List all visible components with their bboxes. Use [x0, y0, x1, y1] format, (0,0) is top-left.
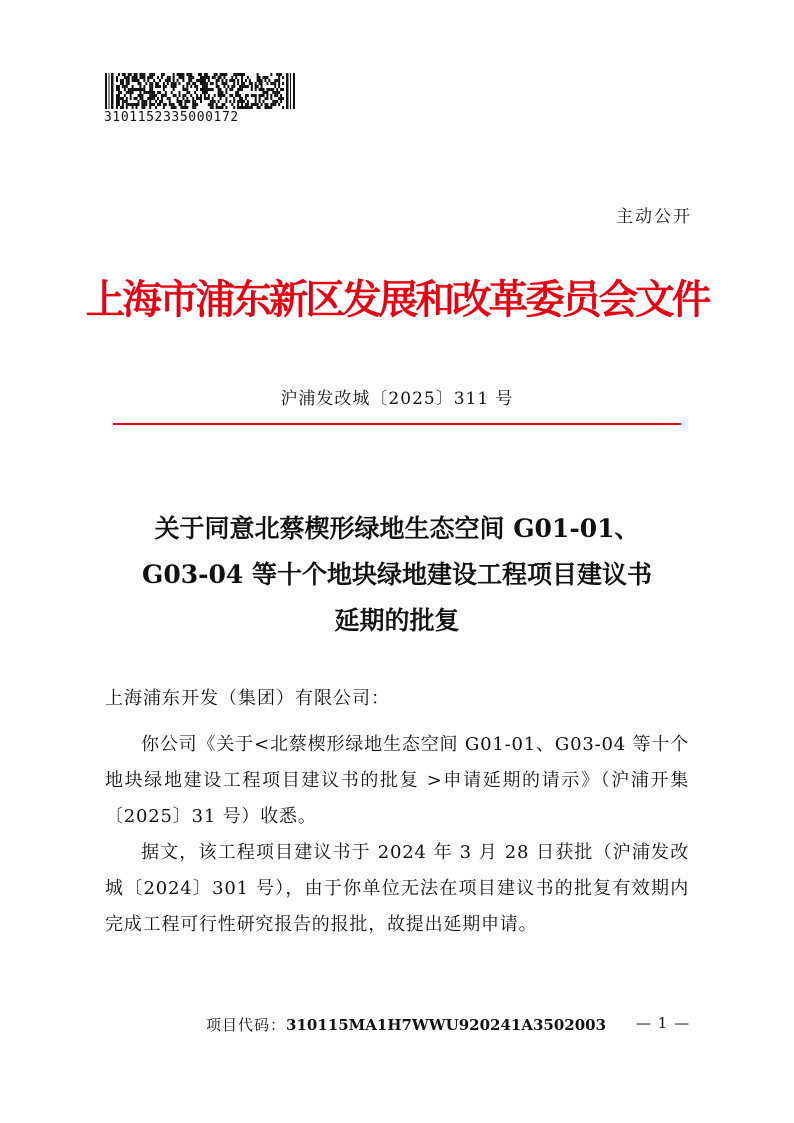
title-line: 延期的批复	[334, 606, 460, 635]
addressee: 上海浦东开发（集团）有限公司：	[105, 688, 390, 709]
document-number: 沪浦发改城〔2025〕311 号	[280, 389, 514, 409]
page-number: — 1 —	[636, 1014, 691, 1032]
body-paragraph: 据文，该工程项目建议书于 2024 年 3 月 28 日获批（沪浦发改城〔2024〕301 号），由于你单位无法在项目建议书的批复有效期内完成工程可行性研究报告的报批，故提出延期申请。	[105, 842, 689, 935]
title-line: 关于同意北蔡楔形绿地生态空间 G01-01、	[154, 514, 640, 543]
issuing-organization-title: 上海市浦东新区发展和改革委员会文件	[85, 276, 709, 323]
title-line: G03-04 等十个地块绿地建设工程项目建议书	[141, 560, 652, 589]
disclosure-label: 主动公开	[616, 207, 692, 227]
project-code-label: 项目代码：	[206, 1016, 287, 1034]
project-code	[206, 1014, 606, 1035]
body-paragraph: 你公司《关于<北蔡楔形绿地生态空间 G01-01、G03-04 等十个地块绿地建设工程项目建议书的批复 >申请延期的请示》（沪浦开集〔2025〕31 号）收悉。	[105, 734, 689, 827]
red-divider-line	[113, 423, 681, 425]
barcode-image	[105, 73, 295, 109]
project-code-value: 310115MA1H7WWU920241A3502003	[286, 1016, 607, 1034]
document-title	[105, 506, 689, 644]
barcode-number: 3101152335000172	[104, 110, 239, 125]
